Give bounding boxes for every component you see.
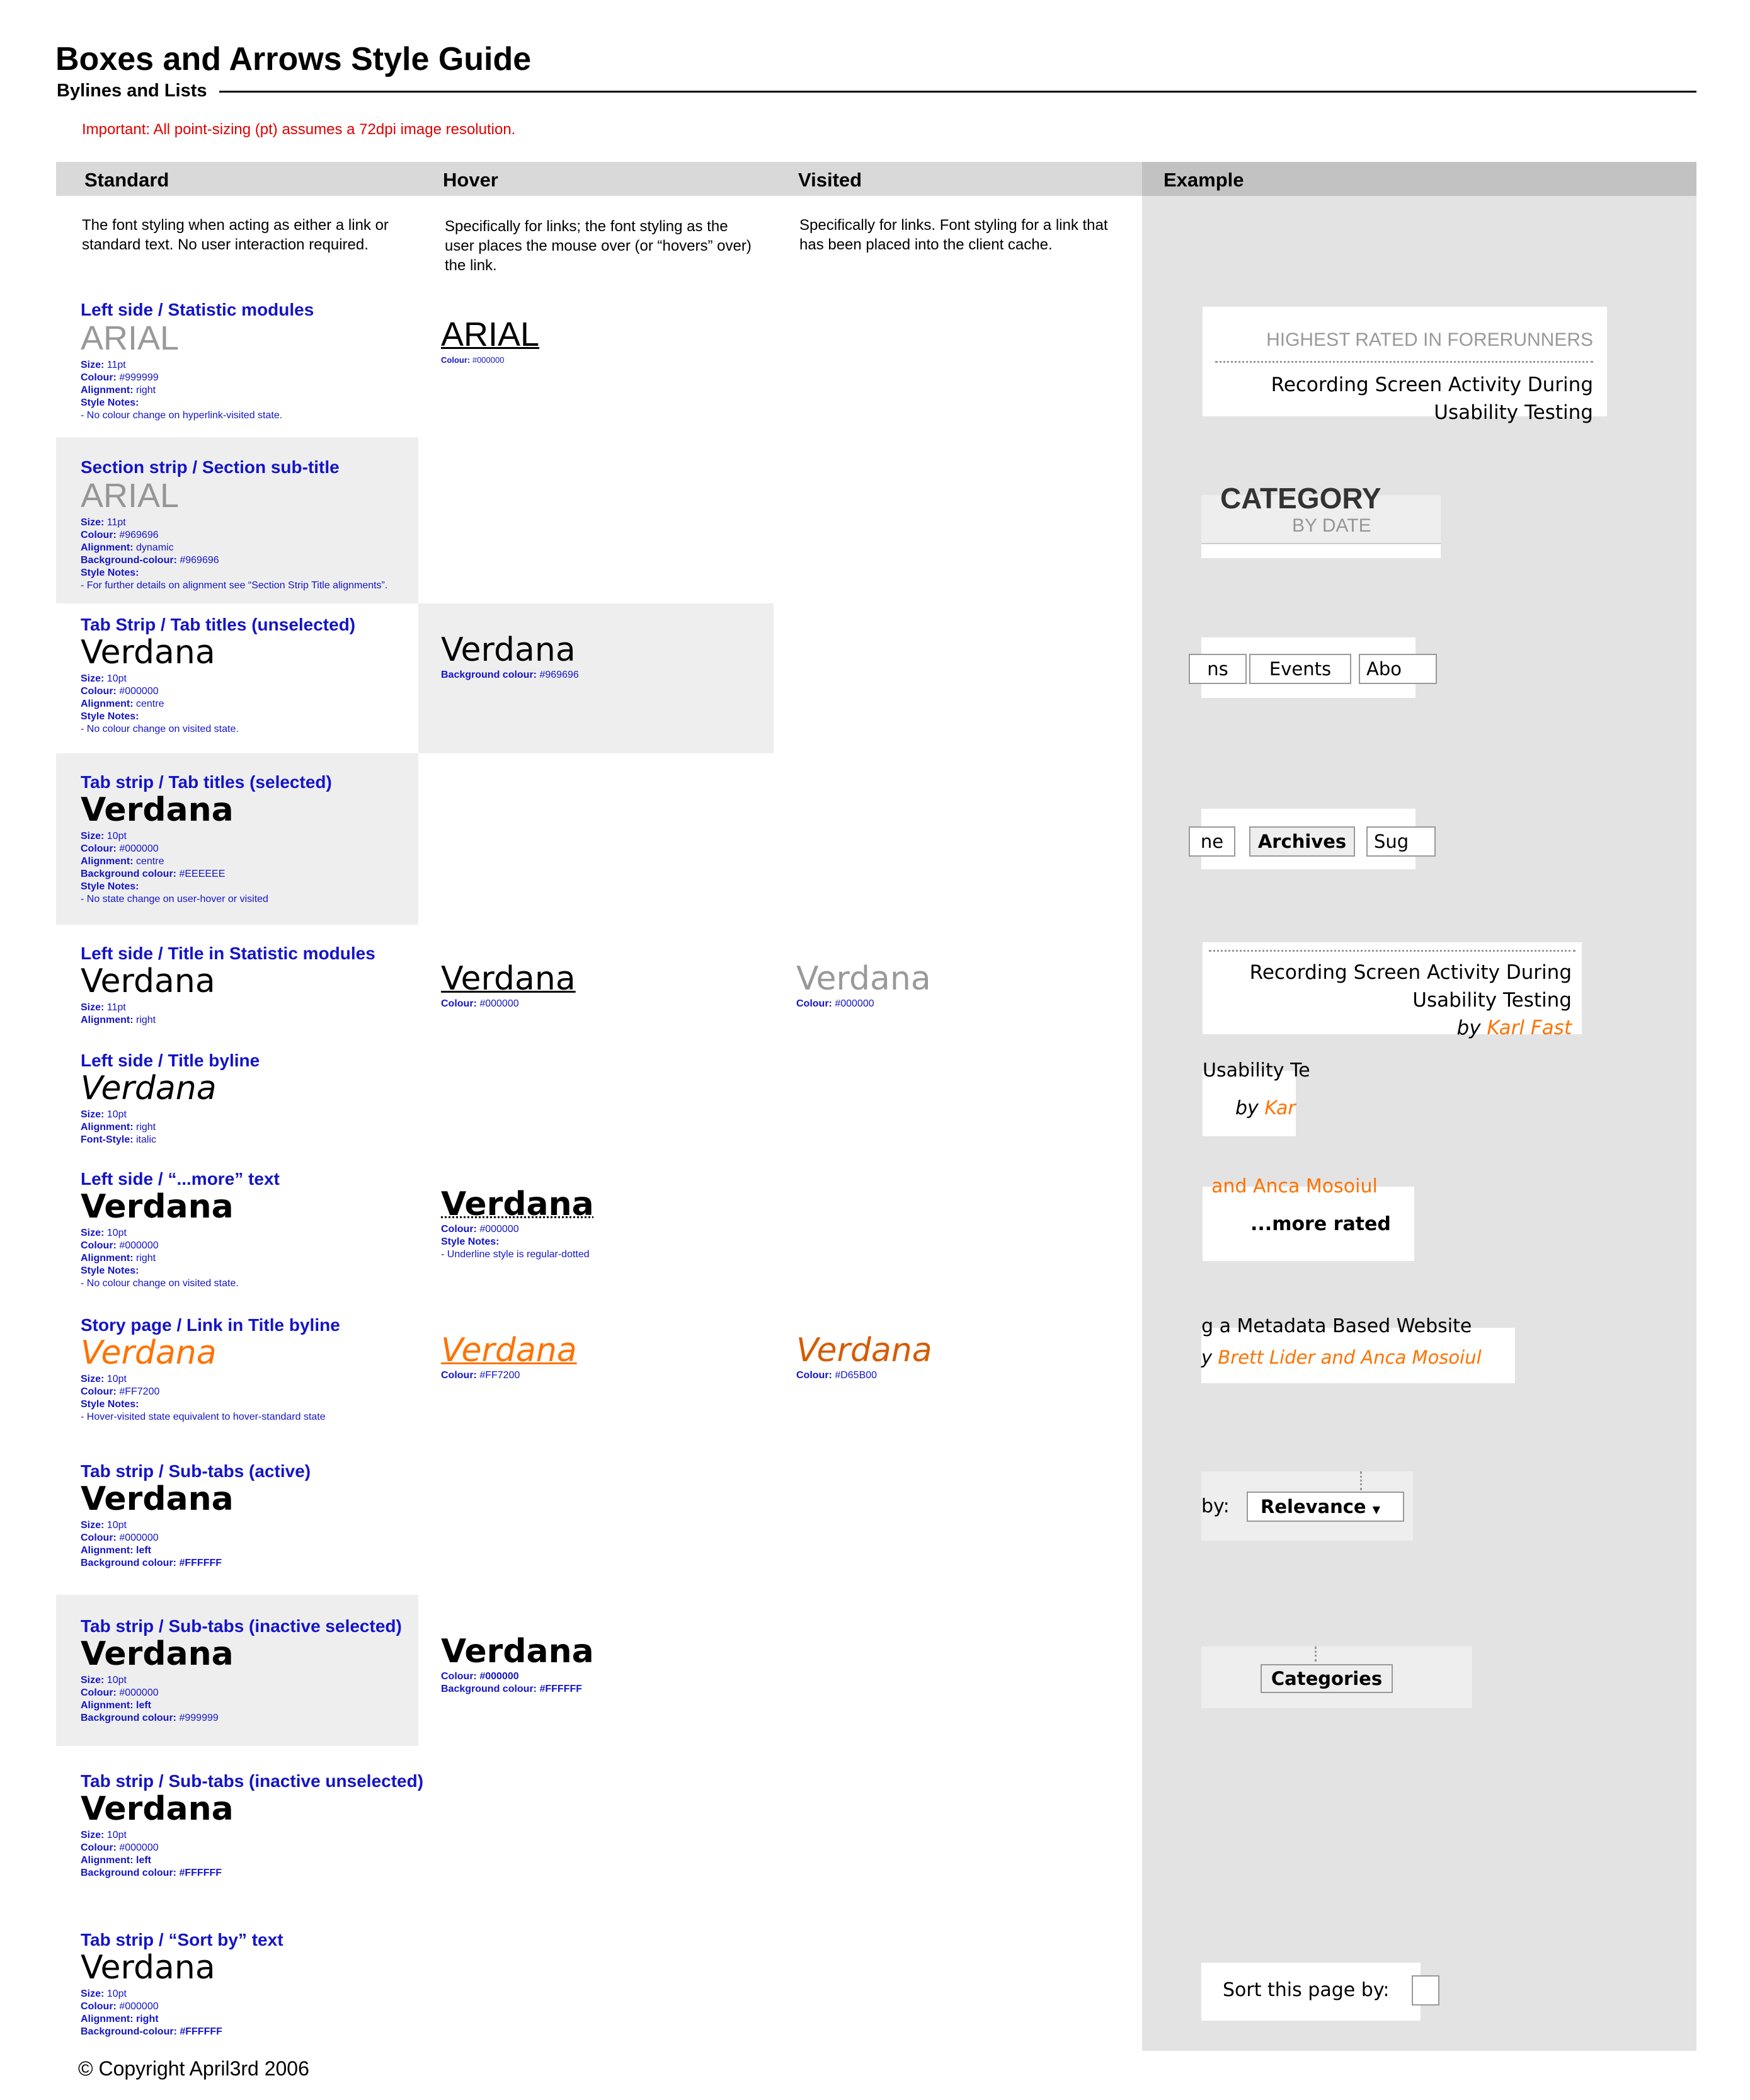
row-tab-selected <box>81 772 332 906</box>
description-standard: The font styling when acting as either a link or standard text. No user interaction required. <box>82 217 389 253</box>
chevron-down-icon: ▼ <box>1372 1504 1381 1515</box>
sample-hover: Verdana <box>441 631 576 669</box>
spec-list: Colour: #000000 Style Notes: - Underline style is regular-dotted <box>441 1224 590 1260</box>
spec-list: Size: 10pt Colour: #000000 Alignment: right Style Notes: - No colour change on visited state. <box>81 1228 239 1289</box>
relevance-select[interactable]: Relevance ▼ <box>1247 1492 1404 1522</box>
author-link[interactable]: Brett Lider and Anca Mosoiul <box>1218 1347 1482 1368</box>
spec-list: Colour: #000000 <box>441 355 505 365</box>
visited-link-byline <box>796 1334 932 1382</box>
spec-list: Size: 11pt Alignment: right <box>81 1002 156 1025</box>
spec-list: Background colour: #969696 <box>441 670 579 680</box>
sample-hover: ARIAL <box>441 316 540 353</box>
dotted-divider <box>1209 950 1576 952</box>
row-title: Tab strip / “Sort by” text <box>81 1930 283 1949</box>
description-visited: Specifically for links. Font styling for a link that has been placed into the client cache. <box>799 217 1108 253</box>
page-title: Boxes and Arrows Style Guide <box>55 41 532 77</box>
sample-visited: Verdana <box>796 1332 932 1369</box>
sample-visited: Verdana <box>796 960 931 998</box>
sample-standard: Verdana <box>81 1790 234 1828</box>
sample-standard: Verdana <box>81 1480 234 1518</box>
row-title: Tab strip / Sub-tabs (inactive selected) <box>81 1616 402 1636</box>
spec-list: Size: 11pt Colour: #999999 Alignment: right Style Notes: - No colour change on hyperlink-visited state. <box>81 360 283 421</box>
row-title: Section strip / Section sub-title <box>81 457 340 477</box>
sample-hover: Verdana <box>441 1332 577 1369</box>
example-link-byline <box>1201 1315 1515 1383</box>
sample-standard: Verdana <box>81 1188 234 1226</box>
spec-list: Colour: #000000 <box>441 998 519 1009</box>
hover-tab-unselected <box>441 631 579 682</box>
row-title-byline <box>81 1051 260 1146</box>
example-tab-unselected <box>1201 637 1415 698</box>
row-title: Tab strip / Sub-tabs (inactive unselected) <box>81 1771 424 1791</box>
spec-list: Size: 11pt Colour: #969696 Alignment: dynamic Background-colour: #969696 Style Notes: - For further details on alignment see “Section Strip Title alignments”. <box>81 517 388 591</box>
example-title-byline <box>1203 1059 1310 1136</box>
example-byline: by Kar <box>1235 1097 1296 1119</box>
resolution-note: Important: All point-sizing (pt) assumes a 72dpi image resolution. <box>82 121 516 138</box>
row-link-byline <box>81 1315 340 1424</box>
example-link-line1: Recording Screen Activity During <box>1271 374 1593 396</box>
spec-list: Size: 10pt Colour: #FF7200 Style Notes: - Hover-visited state equivalent to hover-standard state <box>81 1374 326 1422</box>
example-subtab-inactive-selected <box>1201 1646 1472 1708</box>
column-header-standard: Standard <box>84 169 169 191</box>
example-subtab-active <box>1201 1471 1413 1541</box>
sample-hover: Verdana <box>441 1185 594 1223</box>
spec-list: Size: 10pt Colour: #000000 Alignment: left Background colour: #FFFFFF <box>81 1520 222 1568</box>
hover-statistic-modules <box>441 317 539 367</box>
example-link-line2: Usability Testing <box>1434 401 1593 424</box>
spec-list: Size: 10pt Colour: #000000 Alignment: right Background-colour: #FFFFFF <box>81 1989 222 2037</box>
description-hover: Specifically for links; the font styling as the user places the mouse over (or “hovers” over) the link. <box>445 218 752 274</box>
spec-list: Size: 10pt Colour: #000000 Alignment: left Background colour: #FFFFFF <box>81 1830 222 1878</box>
example-link-line2: Usability Testing <box>1412 989 1572 1012</box>
hover-link-byline <box>441 1334 577 1382</box>
row-more-text <box>81 1169 280 1290</box>
sample-standard: Verdana <box>81 634 215 671</box>
example-more-top: and Anca Mosoiul <box>1211 1175 1378 1197</box>
sample-standard: Verdana <box>81 962 215 1000</box>
hover-title-statistic <box>441 962 576 1010</box>
row-title-statistic <box>81 944 375 1027</box>
sample-standard: ARIAL <box>81 477 180 515</box>
row-title: Left side / Title in Statistic modules <box>81 944 375 963</box>
example-link-line1: Recording Screen Activity During <box>1249 961 1572 984</box>
row-title: Left side / “...more” text <box>81 1169 280 1189</box>
header-rule <box>219 91 1696 93</box>
sample-standard: Verdana <box>81 1070 217 1107</box>
dotted-connector <box>1360 1471 1362 1490</box>
row-subtab-active <box>81 1461 311 1570</box>
sample-standard: Verdana <box>81 1635 234 1673</box>
example-statistic-modules <box>1203 307 1607 424</box>
dotted-divider <box>1215 361 1593 363</box>
sample-standard: Verdana <box>81 1949 215 1987</box>
categories-button[interactable]: Categories <box>1261 1664 1393 1693</box>
example-tab-selected <box>1201 809 1415 869</box>
sample-standard: Verdana <box>81 1334 217 1372</box>
row-subtab-inactive-selected <box>81 1616 402 1725</box>
row-tab-unselected <box>81 615 355 736</box>
example-title-statistic <box>1203 942 1582 1039</box>
example-byline-top: Usability Te <box>1203 1059 1310 1081</box>
copyright: © Copyright April3rd 2006 <box>78 2057 309 2080</box>
page-subtitle: Bylines and Lists <box>57 81 207 101</box>
example-sort-label: Sort this page by: <box>1223 1979 1390 2001</box>
example-tab: Abo <box>1359 654 1437 684</box>
spec-list: Size: 10pt Colour: #000000 Alignment: centre Background colour: #EEEEEE Style Notes: - No state change on user-hover or visited <box>81 831 268 904</box>
column-header-example: Example <box>1164 169 1244 191</box>
sample-standard: Verdana <box>81 791 234 829</box>
example-section-strip <box>1201 482 1441 557</box>
column-header-hover: Hover <box>443 169 498 191</box>
hover-subtab-inactive-selected <box>441 1635 594 1696</box>
column-header-bar <box>56 162 1142 196</box>
visited-title-statistic <box>796 962 931 1010</box>
row-title: Tab strip / Tab titles (selected) <box>81 772 332 792</box>
spec-list: Size: 10pt Alignment: right Font-Style: italic <box>81 1109 157 1145</box>
example-strip-base <box>1201 543 1441 558</box>
spec-list: Size: 10pt Colour: #000000 Alignment: centre Style Notes: - No colour change on visited state. <box>81 673 239 734</box>
row-title: Tab Strip / Tab titles (unselected) <box>81 615 356 634</box>
example-heading: HIGHEST RATED IN FORERUNNERS <box>1266 329 1593 350</box>
spec-list: Colour: #FF7200 <box>441 1370 520 1381</box>
example-tab: Sug <box>1366 826 1436 857</box>
example-byline: y Brett Lider and Anca Mosoiul <box>1201 1347 1482 1368</box>
hover-more-text <box>441 1185 594 1261</box>
more-rated-link[interactable]: ...more rated <box>1250 1213 1391 1235</box>
row-title: Left side / Title byline <box>81 1051 260 1070</box>
row-title: Left side / Statistic modules <box>81 300 314 319</box>
sample-hover: Verdana <box>441 1633 594 1670</box>
row-title: Tab strip / Sub-tabs (active) <box>81 1461 311 1481</box>
spec-list: Colour: #D65B00 <box>796 1370 878 1381</box>
example-tab: ne <box>1189 826 1235 857</box>
example-sort-label: by: <box>1201 1495 1230 1517</box>
example-byline: by Karl Fast <box>1456 1017 1572 1039</box>
sample-hover: Verdana <box>441 960 576 998</box>
spec-list: Colour: #000000 Background colour: #FFFFFF <box>441 1671 583 1694</box>
example-link-top: g a Metadata Based Website <box>1201 1315 1472 1337</box>
row-sort-by <box>81 1930 283 2038</box>
example-tab: ns <box>1189 654 1247 684</box>
example-by-date: BY DATE <box>1292 515 1371 536</box>
example-sort-by <box>1201 1963 1421 2021</box>
column-header-visited: Visited <box>798 169 862 191</box>
spec-list: Size: 10pt Colour: #000000 Alignment: left Background colour: #999999 <box>81 1675 219 1723</box>
example-tab-archives: Archives <box>1249 826 1355 857</box>
row-section-strip <box>81 457 387 592</box>
spec-list: Colour: #000000 <box>796 998 874 1009</box>
sample-standard: ARIAL <box>81 319 180 357</box>
example-category: CATEGORY <box>1220 482 1381 515</box>
example-tab-events: Events <box>1249 654 1351 684</box>
row-title: Story page / Link in Title byline <box>81 1315 340 1335</box>
row-statistic-modules <box>81 300 314 422</box>
sort-select[interactable] <box>1412 1975 1439 2006</box>
dotted-connector <box>1315 1646 1317 1662</box>
row-subtab-inactive-unselected <box>81 1771 423 1880</box>
example-more-text <box>1203 1175 1414 1261</box>
